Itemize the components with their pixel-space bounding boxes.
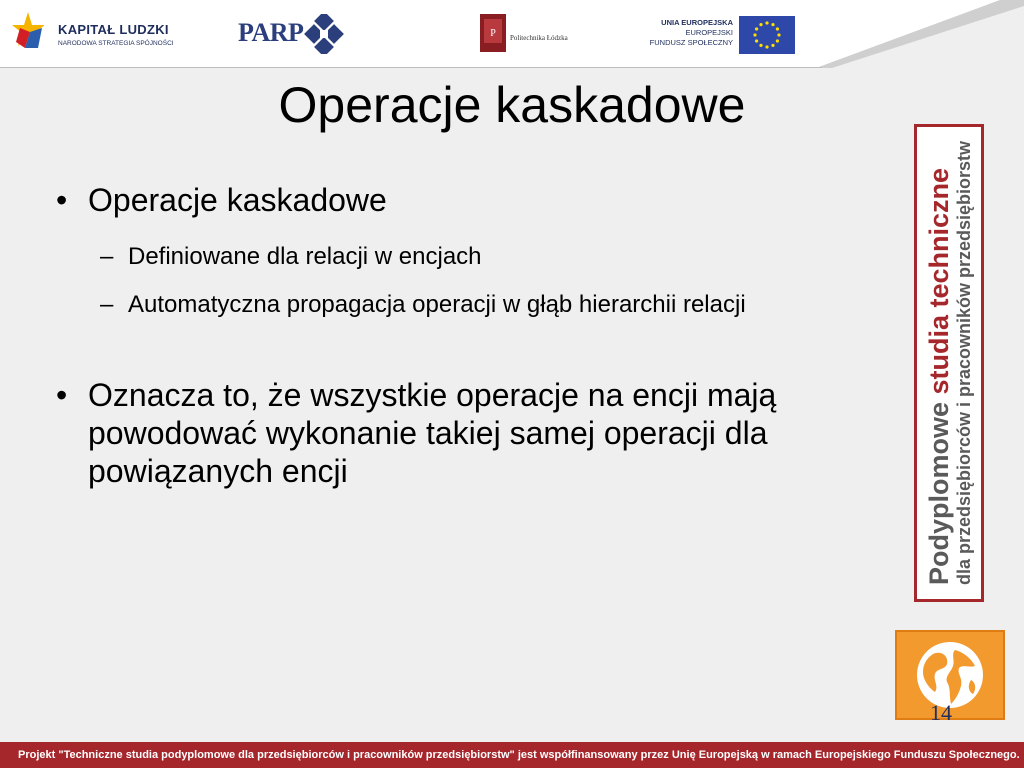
studies-banner-text	[924, 141, 974, 585]
studies-banner	[914, 124, 984, 602]
banner-line-2: dla przedsiębiorców i pracowników przedsiębiorstw	[954, 140, 974, 586]
logo-bar	[0, 0, 1024, 68]
kapital-ludzki-logo	[12, 8, 212, 60]
svg-text:P: P	[490, 28, 496, 39]
bullet-item	[56, 376, 916, 490]
eu-logo	[640, 14, 795, 56]
sub-bullet-text: Automatyczna propagacja operacji w głąb hierarchii relacji	[128, 291, 746, 318]
bullet-text: Oznacza to, że wszystkie operacje na encji mają powodować wykonanie takiej samej operacji dla powiązanych encji	[88, 377, 777, 489]
page-number: 14	[930, 700, 952, 725]
star-icon	[12, 8, 44, 54]
footer-text: Projekt "Techniczne studia podyplomowe dla przedsiębiorców i pracowników przedsiębiorstw" jest współfinansowany przez Unię Europejską w ramach Europejskiego Funduszu Społecznego.	[18, 749, 1020, 761]
footer-bar	[0, 742, 1024, 768]
sub-bullet-item	[56, 242, 916, 272]
eu-flag-icon	[739, 16, 795, 54]
banner-line-1-part-2: studia techniczne	[924, 167, 954, 395]
parp-text: PARP	[238, 18, 304, 47]
bullet-item	[56, 180, 916, 220]
dash-icon: –	[100, 291, 114, 318]
banner-line-1	[924, 141, 954, 585]
sub-bullet-item	[56, 290, 916, 320]
dash-icon: –	[100, 243, 114, 270]
eu-line-3: FUNDUSZ SPOŁECZNY	[649, 38, 733, 47]
parp-emblem-icon	[304, 14, 344, 54]
politechnika-crest-icon	[480, 14, 506, 52]
eu-line-1: UNIA EUROPEJSKA	[661, 18, 733, 27]
slide-content	[56, 180, 916, 490]
bullet-icon: •	[56, 182, 68, 218]
kapital-ludzki-title: KAPITAŁ LUDZKI	[58, 22, 169, 37]
politechnika-logo	[480, 14, 570, 54]
politechnika-text: Politechnika Łódzka	[510, 34, 568, 42]
sub-bullet-text: Definiowane dla relacji w encjach	[128, 243, 482, 270]
eu-line-2: EUROPEJSKI	[685, 28, 733, 37]
bullet-icon: •	[56, 377, 68, 413]
slide-title: Operacje kaskadowe	[278, 77, 746, 133]
kapital-ludzki-subtitle: NARODOWA STRATEGIA SPÓJNOŚCI	[58, 40, 174, 47]
banner-line-1-part-1: Podyplomowe	[924, 402, 954, 586]
bullet-text: Operacje kaskadowe	[88, 182, 387, 218]
parp-logo	[238, 14, 348, 54]
